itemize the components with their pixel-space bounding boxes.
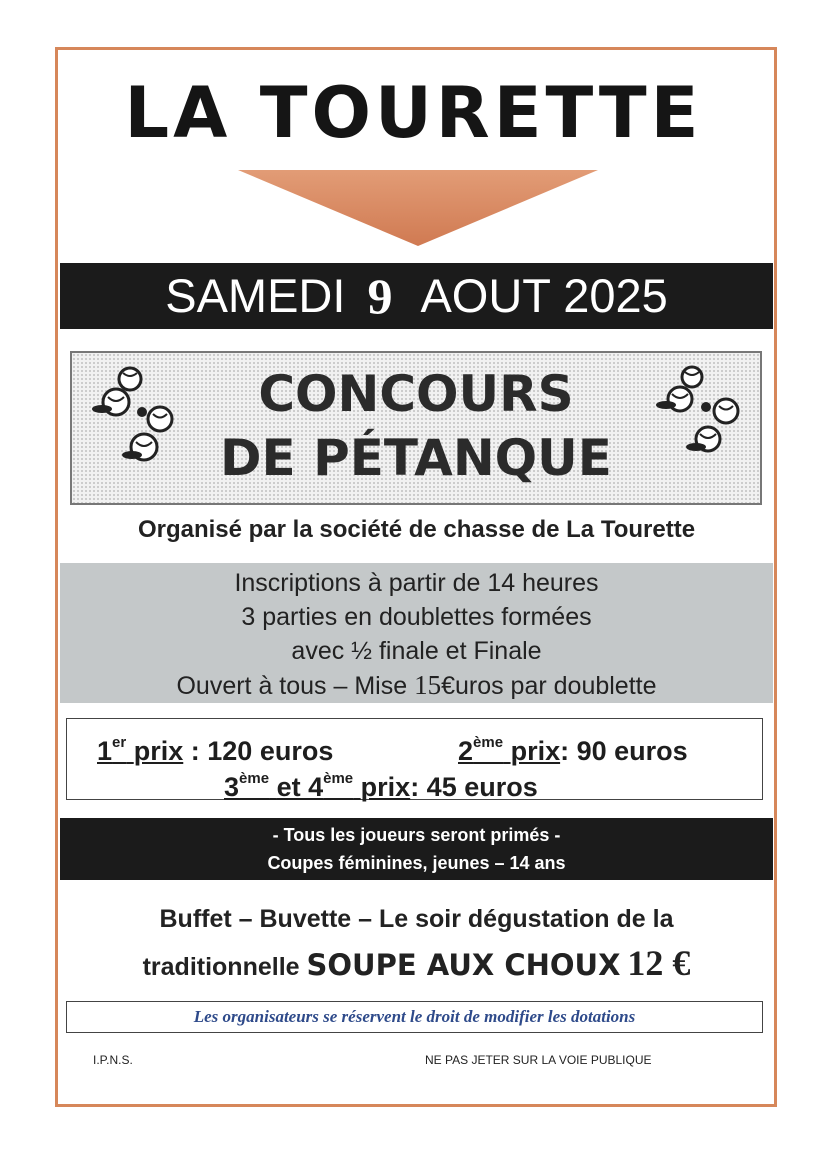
first-prize-word: prix xyxy=(133,736,184,766)
first-prize-sup: er xyxy=(112,734,127,751)
date-banner xyxy=(60,263,773,329)
and-fourth-text: et 4 xyxy=(276,772,324,802)
second-prize-sup: ème xyxy=(473,734,504,751)
petanque-balls-icon xyxy=(656,365,746,465)
details-text xyxy=(60,566,773,703)
third-prize-sup: ème xyxy=(239,770,270,787)
petanque-balls-icon xyxy=(90,365,180,465)
buffet-line2-text: traditionnelle xyxy=(142,953,300,981)
date-number: 9 xyxy=(367,268,393,324)
down-arrow-icon xyxy=(238,170,598,246)
entry-fee-amount: 15 xyxy=(414,670,442,700)
event-title-line1: CONCOURS xyxy=(258,365,574,423)
soup-name: SOUPE AUX CHOUX xyxy=(306,948,621,982)
third-fourth-prize xyxy=(224,762,538,804)
first-prize-rank: 1 xyxy=(97,736,113,766)
soup-price: 12 € xyxy=(627,943,691,983)
no-littering-notice: NE PAS JETER SUR LA VOIE PUBLIQUE xyxy=(425,1053,652,1067)
details-line3: avec ½ finale et Finale xyxy=(291,637,542,665)
notices-banner xyxy=(60,818,773,880)
details-line1: Inscriptions à partir de 14 heures xyxy=(234,569,599,597)
second-prize-value: : 90 euros xyxy=(560,736,688,766)
details-line4 xyxy=(60,668,773,703)
third-prize-value: : 45 euros xyxy=(410,772,538,802)
buffet-line1: Buffet – Buvette – Le soir dégustation de la xyxy=(159,905,674,933)
notice-line1: - Tous les joueurs seront primés - xyxy=(272,825,561,845)
fourth-prize-sup: ème xyxy=(323,770,354,787)
first-prize-value: : 120 euros xyxy=(190,736,334,766)
second-prize-rank: 2 xyxy=(458,736,474,766)
buffet-line2 xyxy=(60,944,773,986)
details-line2: 3 parties en doublettes formées xyxy=(241,603,592,631)
poster-title: LA TOURETTE xyxy=(124,72,703,154)
third-prize-word: prix xyxy=(360,772,411,802)
event-title-line2: DE PÉTANQUE xyxy=(220,429,612,487)
third-prize-rank: 3 xyxy=(224,772,240,802)
entry-fee-label: Ouvert à tous – Mise xyxy=(176,672,408,700)
date-month-year: AOUT 2025 xyxy=(420,269,668,322)
ipns-label: I.P.N.S. xyxy=(93,1053,133,1067)
disclaimer-box: Les organisateurs se réservent le droit de modifier les dotations xyxy=(66,1001,763,1033)
entry-fee-unit: €uros par doublette xyxy=(441,672,657,700)
second-prize-word: prix xyxy=(510,736,561,766)
date-day: SAMEDI xyxy=(165,269,346,322)
notice-line2: Coupes féminines, jeunes – 14 ans xyxy=(267,853,566,873)
organizer-line: Organisé par la société de chasse de La Tourette xyxy=(137,516,696,543)
